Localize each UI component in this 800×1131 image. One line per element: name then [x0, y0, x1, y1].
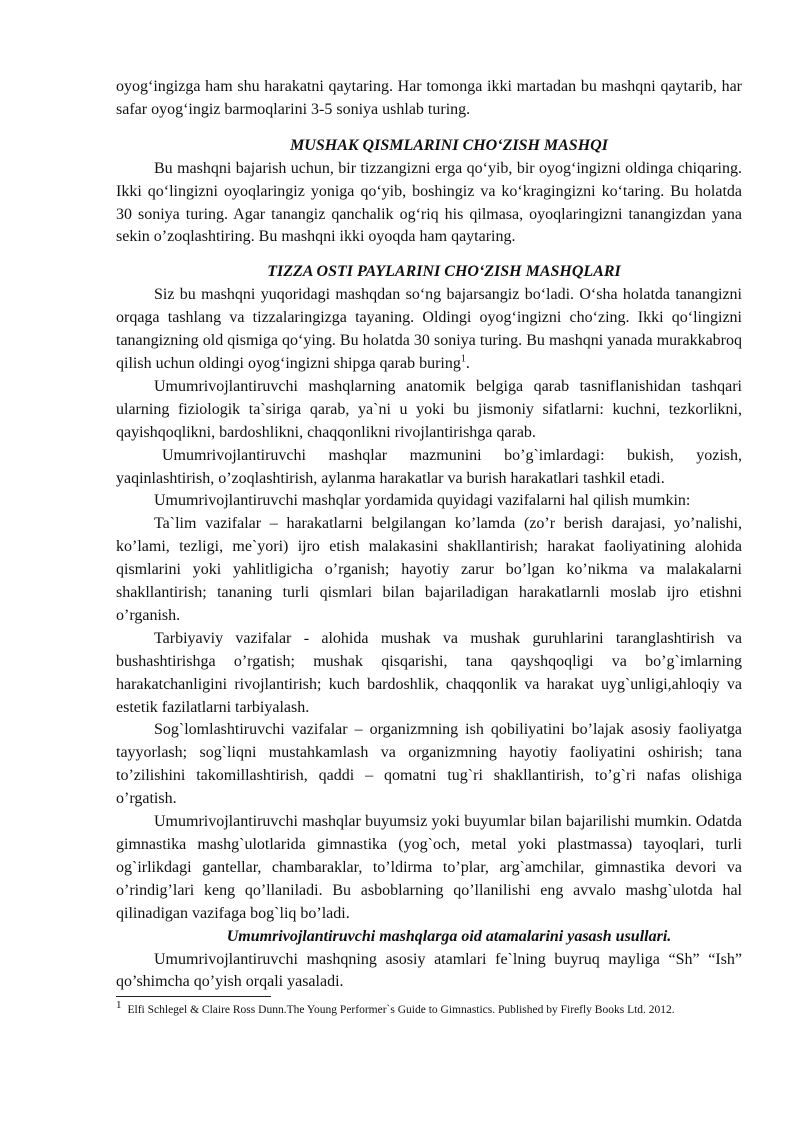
paragraph-text: Siz bu mashqni yuqoridagi mashqdan so‘ng bajarsangiz bo‘ladi. O‘sha holatda tanangizni orqaga tashlang va tizzalaringizga tayaning. Oldingi oyog‘ingizni cho‘zing. Ikki qo‘lingizni tanangizning old qismiga qo‘ying. Bu holatda 30 soniya turing. Bu mashqni yanada murakkabroq qilish uchun oldingi oyog‘ingizni shipga qarab buring: [116, 286, 742, 372]
footnote-divider: [116, 996, 271, 997]
footnote: [116, 999, 756, 1016]
paragraph: Sog`lomlashtiruvchi vazifalar – organizmning ish qobiliyatini bo’lajak asosiy faoliyatga tayyorlash; sog`liqni mustahkamlash va organizmning hayotiy faoliyatini oshirish; tana to’zilishini takomillashtirish, qaddi – qomatni tug`ri shakllantirish, to’g`ri nafas olishiga o’rgatish.: [116, 721, 742, 808]
footnote-reference[interactable]: 1: [460, 353, 466, 365]
paragraph-end: .: [465, 354, 470, 372]
paragraph: Umumrivojlantiruvchi mashqlar mazmunini bo’g`imlardagi: bukish, yozish, yaqinlashtirish, o’zoqlashtirish, aylanma harakatlar va burish harakatlari tashkil etadi.: [116, 446, 742, 487]
paragraph: Umumrivojlantiruvchi mashqning asosiy atamlari fe`lning buyruq mayliga “Sh” “Ish” qo’shimcha qo’yish orqali yasaladi.: [116, 950, 742, 991]
paragraph: Bu mashqni bajarish uchun, bir tizzangizni erga qo‘yib, bir oyog‘ingizni oldinga chiqaring. Ikki qo‘lingizni oyoqlaringiz yoniga qo‘yib, boshingiz va ko‘kragingizni ko‘taring. Bu holatda 30 soniya turing. Agar tanangiz qanchalik og‘riq his qilmasa, oyoqlaringizni tanangizdan yana sekin o’zoqlashtiring. Bu mashqni ikki oyoqda ham qaytaring.: [116, 159, 742, 246]
paragraph: [116, 284, 742, 376]
paragraph: Umumrivojlantiruvchi mashqlar yordamida quyidagi vazifalarni hal qilish mumkin:: [154, 492, 691, 510]
paragraph: oyog‘ingizga ham shu harakatni qaytaring. Har tomonga ikki martadan bu mashqni qaytarib, har safar oyog‘ingiz barmoqlarini 3-5 soniya ushlab turing.: [116, 78, 742, 118]
paragraph: Tarbiyaviy vazifalar - alohida mushak va mushak guruhlarini taranglashtirish va bushashtirishga o’rgatish; mushak qisqarishi, tana qayshqoqligi va bo’g`imlarning harakatchanligini rivojlantirish; kuch bardoshlik, chaqqonlik va harakat uyg`unligi,ahloqiy va estetik fazilatlarni tarbiyalash.: [116, 629, 742, 716]
section-heading-muscle-stretch: MUSHAK QISMLARINI CHO‘ZISH MASHQI: [290, 136, 608, 154]
section-heading-hamstring-stretch: TIZZA OSTI PAYLARINI CHO‘ZISH MASHQLARI: [267, 263, 621, 281]
paragraph: Ta`lim vazifalar – harakatlarni belgilangan ko’lamda (zo’r berish darajasi, yo’nalishi, ko’lami, tezligi, me`yori) ijro etish malakasini shakllantirish; harakat faoliyatining alohida qismlarini yoki yahlitligicha o’rganish; hayotiy zarur bo’lgan ko’nikma va malakalarni shakllantirish; tananing turli qismlari bilan bajariladigan harakatlarnli moslab ijro etishni o’rganish.: [116, 515, 742, 624]
footnote-text: Elfi Schlegel & Claire Ross Dunn.The Young Performer`s Guide to Gimnastics. Published by Firefly Books Ltd. 2012.: [127, 1004, 675, 1016]
document-body: [116, 76, 742, 994]
paragraph: Umumrivojlantiruvchi mashqlar buyumsiz yoki buyumlar bilan bajarilishi mumkin. Odatda gimnastika mashg`ulotlarida gimnastika (yog`och, metal yoki plastmassa) tayoqlari, turli og`irlikdagi gantellar, chambaraklar, to’ldirma to’plar, arg`amchilar, gimnastika devori va o’rindig’lari keng qo’llaniladi. Bu asboblarning qo’llanilishi eng avvalo mashg`ulotda hal qilinadigan vazifaga bog`liq bo’ladi.: [116, 813, 742, 922]
paragraph: Umumrivojlantiruvchi mashqlarning anatomik belgiga qarab tasniflanishidan tashqari ularning fiziologik ta`siriga qarab, ya`ni u yoki bu jismoniy sifatlarni: kuchni, tezkorlikni, qayishqoqlikni, bardoshlikni, chaqqonlikni rivojlantirishga qarab.: [116, 377, 742, 441]
section-heading-terminology: Umumrivojlantiruvchi mashqlarga oid atamalarini yasash usullari.: [226, 927, 672, 945]
footnote-number: 1: [116, 999, 122, 1011]
